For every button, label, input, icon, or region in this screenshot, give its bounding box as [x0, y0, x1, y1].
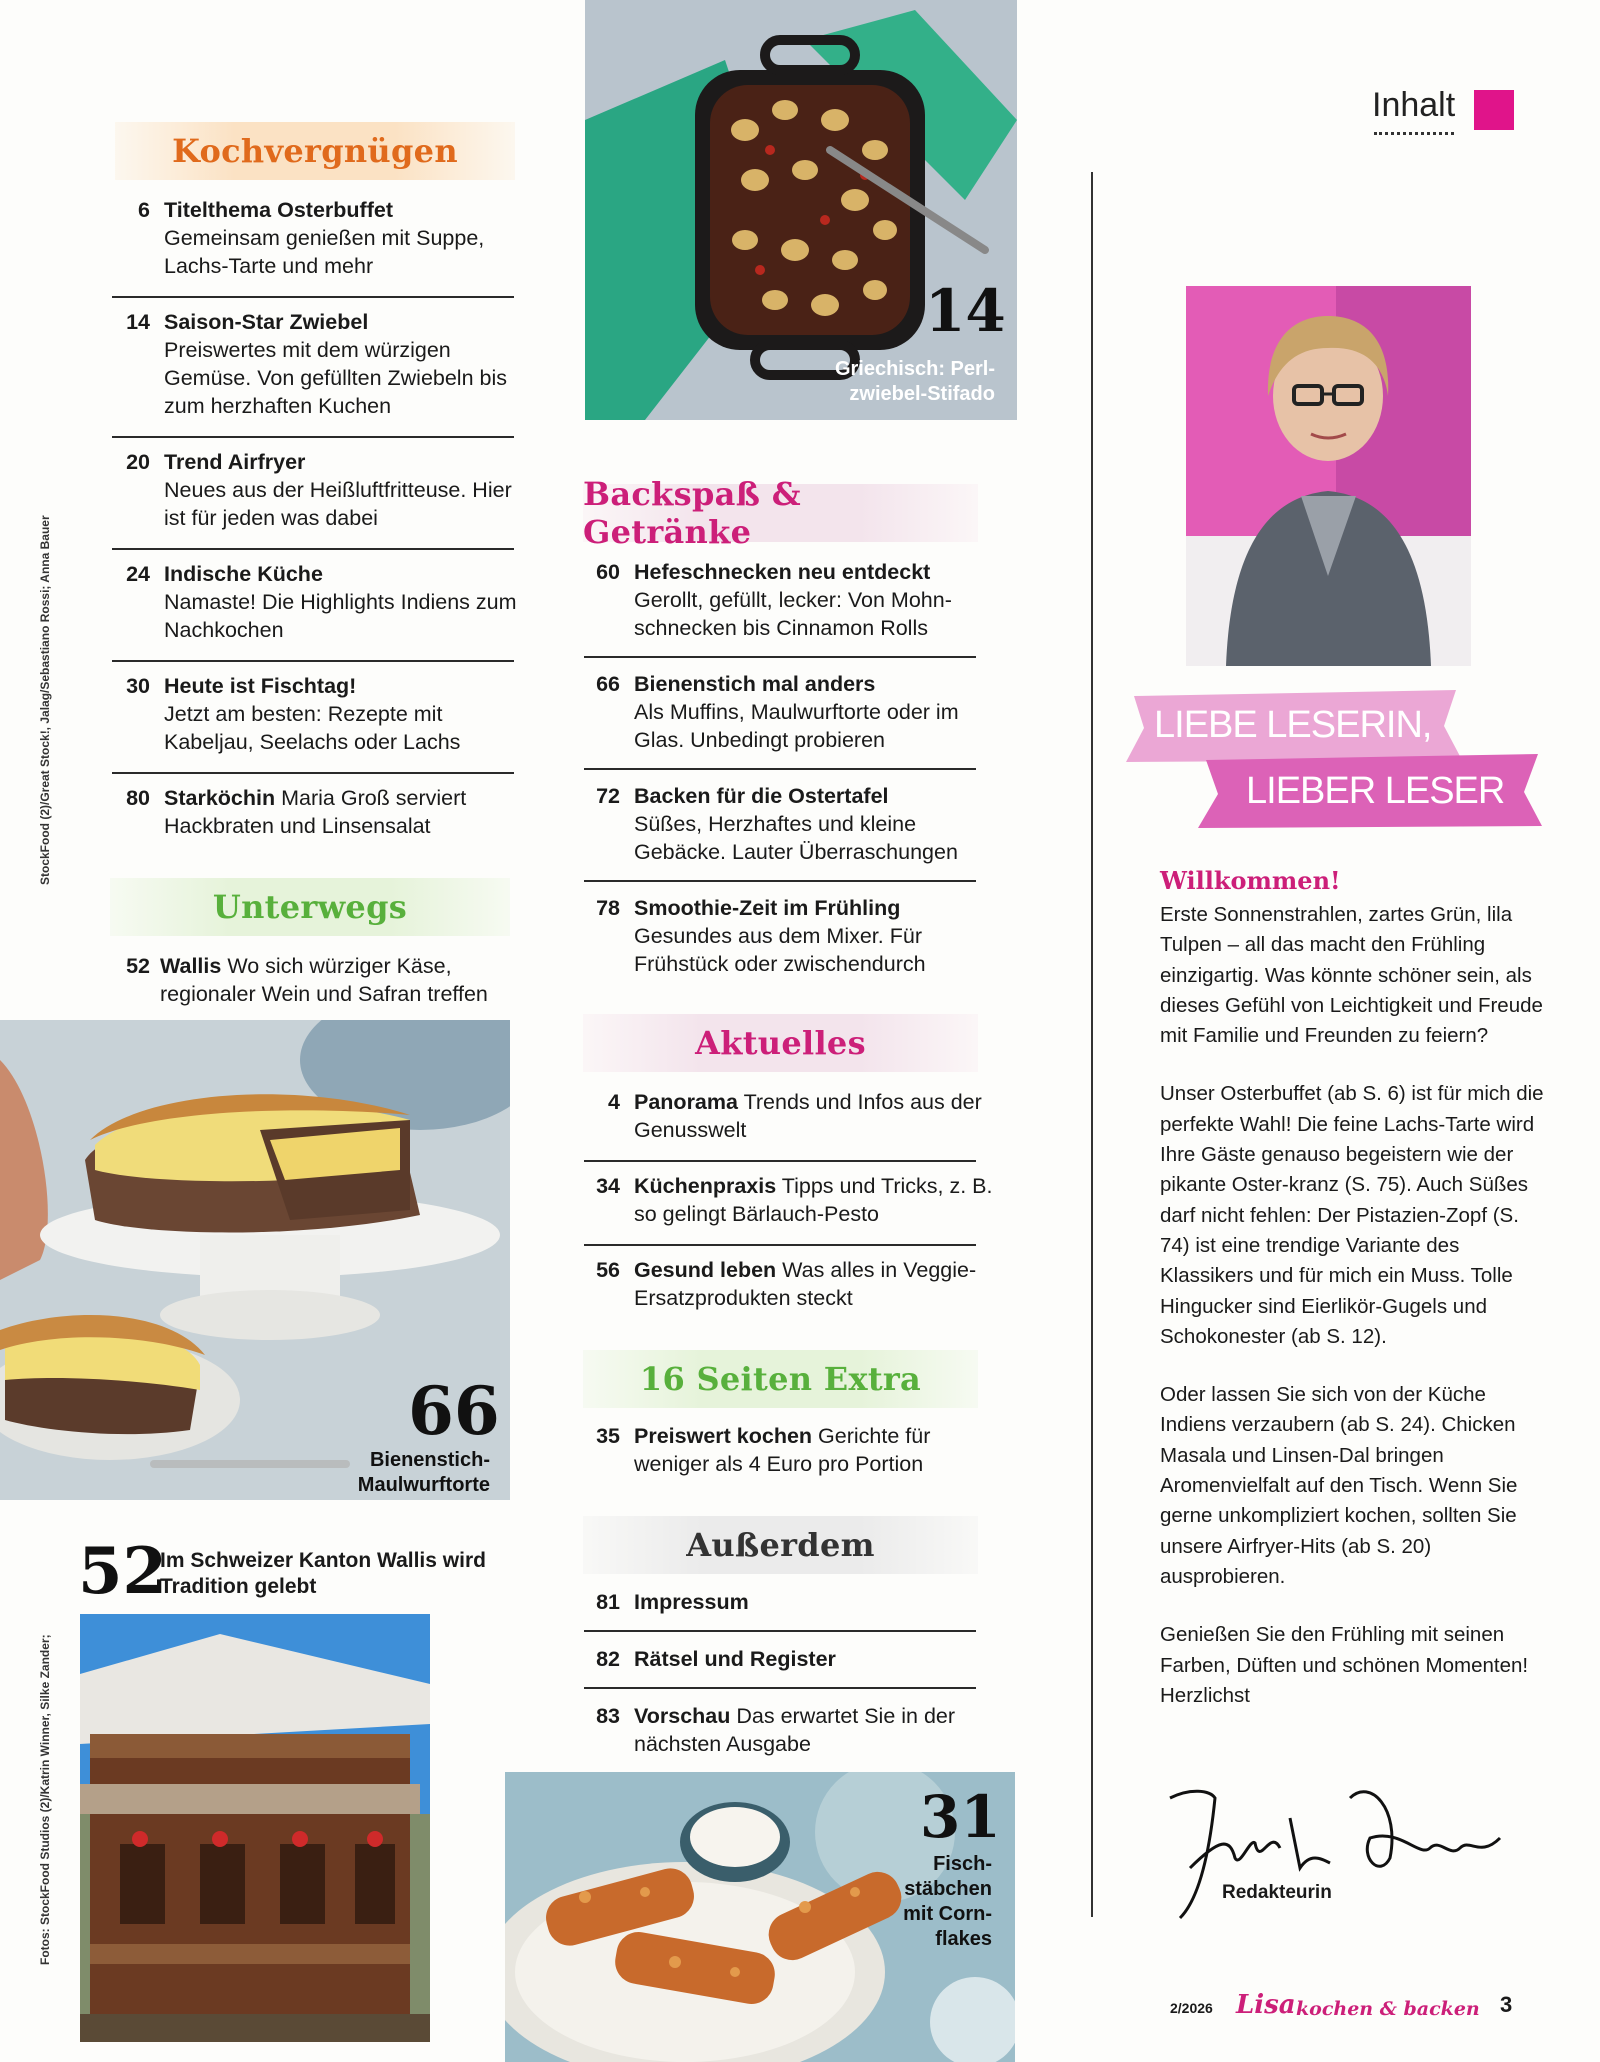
entry-text: Das erwartet Sie in der nächsten Ausgabe — [634, 1704, 956, 1756]
divider — [584, 1687, 976, 1689]
entry-text: Gemeinsam genießen mit Suppe, Lachs-Tarte und mehr — [164, 226, 485, 278]
entry-title: Backen für die Ostertafel — [634, 784, 889, 808]
divider — [584, 768, 976, 770]
editorial-text — [1160, 900, 1545, 1711]
entry-title: Saison-Star Zwiebel — [164, 310, 369, 334]
toc-entry[interactable] — [112, 672, 522, 756]
portrait-illustration — [1186, 286, 1471, 666]
entry-title: Küchenpraxis — [634, 1174, 777, 1198]
entry-title: Starköchin — [164, 786, 276, 810]
banner-line-2: LIEBER LESER — [1246, 770, 1505, 812]
entry-title: Preiswert kochen — [634, 1424, 813, 1448]
toc-entry[interactable] — [584, 558, 994, 642]
photo-credit-top: StockFood (2)/Great Stock!, Jalag/Sebastiano Rossi; Anna Bauer — [38, 515, 52, 885]
entry-text: Als Muffins, Maulwurftorte oder im Glas. Unbedingt probieren — [634, 700, 959, 752]
divider — [112, 548, 514, 550]
section-heading-aktuelles: Aktuelles — [583, 1014, 978, 1072]
divider — [584, 1244, 976, 1246]
divider — [112, 772, 514, 774]
entry-text: Trends und Infos aus der Genusswelt — [634, 1090, 982, 1142]
page-number: 82 — [596, 1647, 620, 1671]
brand-logo: Lisa — [1236, 1990, 1296, 2020]
toc-entry[interactable] — [584, 1256, 994, 1312]
page-number: 81 — [596, 1590, 620, 1614]
entry-title: Vorschau — [634, 1704, 731, 1728]
page-number-footer: 3 — [1500, 1992, 1513, 2017]
photo-page-number: 66 — [408, 1372, 500, 1450]
entry-title: Heute ist Fischtag! — [164, 674, 357, 698]
entry-text: Gesundes aus dem Mixer. Für Frühstück oder zwischendurch — [634, 924, 926, 976]
section-heading-extra: 16 Seiten Extra — [583, 1350, 978, 1408]
entry-text: Tipps und Tricks, z. B. so gelingt Bärlauch-Pesto — [634, 1174, 993, 1226]
entry-title: Impressum — [634, 1590, 749, 1614]
editorial-greeting: Willkommen! — [1160, 866, 1341, 895]
dotted-underline — [1374, 132, 1454, 135]
entry-title: Gesund leben — [634, 1258, 777, 1282]
page-number: 52 — [126, 954, 150, 978]
photo-page-number: 14 — [925, 277, 1006, 345]
photo-credit-bottom: Fotos: StockFood Studios (2)/Katrin Winner, Silke Zander; — [38, 1634, 52, 1965]
toc-entry[interactable] — [112, 448, 522, 532]
toc-entry[interactable] — [584, 894, 994, 978]
page-number: 60 — [596, 560, 620, 584]
brand-subtitle: kochen & backen — [1296, 1998, 1480, 2020]
section-heading-unterwegs: Unterwegs — [110, 878, 510, 936]
divider — [112, 436, 514, 438]
entry-title: Wallis — [160, 954, 222, 978]
page-number: 24 — [126, 562, 150, 586]
photo-page-number: 31 — [920, 1783, 1001, 1851]
photo-caption: Griechisch: Perl-zwiebel-Stifado — [834, 358, 995, 405]
chalet-photo — [80, 1614, 430, 2042]
section-heading-kochvergnuegen: Kochvergnügen — [115, 122, 515, 180]
photo-caption: Fisch-stäbchen mit Corn-flakes — [903, 1853, 992, 1950]
divider — [112, 296, 514, 298]
entry-text: Wo sich würziger Käse, regionaler Wein und Safran treffen — [160, 954, 488, 1006]
toc-entry[interactable] — [112, 308, 522, 420]
photo-caption: Im Schweizer Kanton Wallis wird Tradition gelebt — [160, 1549, 486, 1598]
divider — [584, 1160, 976, 1162]
toc-entry[interactable] — [584, 1088, 994, 1144]
page-number: 83 — [596, 1704, 620, 1728]
toc-entry[interactable] — [584, 670, 994, 754]
toc-entry[interactable] — [584, 1422, 994, 1478]
issue-number: 2/2026 — [1170, 2000, 1213, 2016]
signature-scribble — [1160, 1768, 1520, 1928]
entry-title: Hefeschnecken neu entdeckt — [634, 560, 931, 584]
entry-text: Gerichte für weniger als 4 Euro pro Portion — [634, 1424, 931, 1476]
editor-role: Redakteurin — [1222, 1882, 1332, 1903]
header — [1372, 84, 1532, 134]
column-rule — [1091, 172, 1093, 1917]
divider — [584, 1630, 976, 1632]
entry-title: Titelthema Osterbuffet — [164, 198, 393, 222]
toc-entry[interactable] — [584, 782, 994, 866]
page-number: 72 — [596, 784, 620, 808]
toc-entry[interactable] — [112, 560, 522, 644]
page-number: 6 — [138, 198, 150, 222]
page-number: 35 — [596, 1424, 620, 1448]
banner-line-1: LIEBE LESERIN, — [1154, 704, 1432, 746]
editorial-paragraph: Erste Sonnenstrahlen, zartes Grün, lila Tulpen – all das macht den Frühling einzigartig. Was könnte schöner sein, als dieses Gefühl von Leichtigkeit und Freude mit Familie und Freunden zu feiern? — [1160, 903, 1543, 1048]
toc-entry[interactable] — [584, 1172, 994, 1228]
entry-title: Indische Küche — [164, 562, 323, 586]
editor-portrait — [1186, 286, 1471, 666]
divider — [584, 880, 976, 882]
editorial-paragraph: Oder lassen Sie sich von der Küche Indiens verzaubern (ab S. 24). Chicken Masala und Linsen-Dal bringen Aromenvielfalt auf den Tisch. Wenn Sie gerne unkompliziert kochen, sollten Sie unsere Airfryer-Hits (ab S. 20) ausprobieren. — [1160, 1383, 1518, 1588]
entry-text: Jetzt am besten: Rezepte mit Kabeljau, Seelachs oder Lachs — [164, 702, 461, 754]
entry-text: Maria Groß serviert Hackbraten und Linsensalat — [164, 786, 467, 838]
entry-text: Süßes, Herzhaftes und kleine Gebäcke. Lauter Überraschungen — [634, 812, 958, 864]
editorial-paragraph: Genießen Sie den Frühling mit seinen Farben, Düften und schönen Momenten! Herzlichst — [1160, 1623, 1529, 1707]
toc-entry[interactable] — [112, 952, 522, 1008]
section-heading-ausserdem: Außerdem — [583, 1516, 978, 1574]
editorial-paragraph: Unser Osterbuffet (ab S. 6) ist für mich die perfekte Wahl! Die feine Lachs-Tarte wird Ihre Gäste genauso begeistern wie der pikante Oster-kranz (S. 75). Auch Süßes darf nicht fehlen: Der Pistazien-Zopf (S. 74) ist eine trendige Variante des Klassikers und für mich ein Muss. Tolle Hingucker sind Eierlikör-Gugels und Schokonester (ab S. 12). — [1160, 1082, 1544, 1348]
photo-caption: Bienenstich-Maulwurftorte — [357, 1449, 490, 1496]
entry-title: Rätsel und Register — [634, 1647, 836, 1671]
entry-text: Namaste! Die Highlights Indiens zum Nachkochen — [164, 590, 517, 642]
divider — [584, 656, 976, 658]
entry-title: Bienenstich mal anders — [634, 672, 876, 696]
entry-title: Trend Airfryer — [164, 450, 306, 474]
page-number: 4 — [608, 1090, 620, 1114]
page-number: 80 — [126, 786, 150, 810]
toc-entry[interactable] — [112, 196, 522, 280]
entry-text: Preiswertes mit dem würzigen Gemüse. Von gefüllten Zwiebeln bis zum herzhaften Kuchen — [164, 338, 508, 418]
chalet-illustration — [80, 1614, 430, 2042]
section-heading-backspass: Backspaß & Getränke — [583, 484, 978, 542]
entry-text: Gerollt, gefüllt, lecker: Von Mohn-schnecken bis Cinnamon Rolls — [634, 588, 952, 640]
section-label: Inhalt — [1372, 86, 1456, 124]
toc-entry[interactable] — [584, 1702, 994, 1758]
toc-entry[interactable] — [584, 1588, 994, 1616]
toc-entry[interactable] — [112, 784, 522, 840]
entry-text: Neues aus der Heißluftfritteuse. Hier ist für jeden was dabei — [164, 478, 512, 530]
photo-page-number: 52 — [78, 1534, 168, 1609]
toc-entry[interactable] — [584, 1645, 994, 1673]
footer — [1170, 1990, 1570, 2030]
signature — [1160, 1768, 1520, 1928]
editorial-banner — [1126, 690, 1546, 830]
entry-text: Was alles in Veggie-Ersatzprodukten steckt — [634, 1258, 977, 1310]
page-number: 78 — [596, 896, 620, 920]
entry-title: Smoothie-Zeit im Frühling — [634, 896, 901, 920]
page-number: 34 — [596, 1174, 620, 1198]
page-number: 30 — [126, 674, 150, 698]
accent-square — [1474, 90, 1514, 130]
page-number: 20 — [126, 450, 150, 474]
divider — [112, 660, 514, 662]
page-number: 14 — [126, 310, 150, 334]
page-number: 56 — [596, 1258, 620, 1282]
entry-title: Panorama — [634, 1090, 738, 1114]
page-number: 66 — [596, 672, 620, 696]
